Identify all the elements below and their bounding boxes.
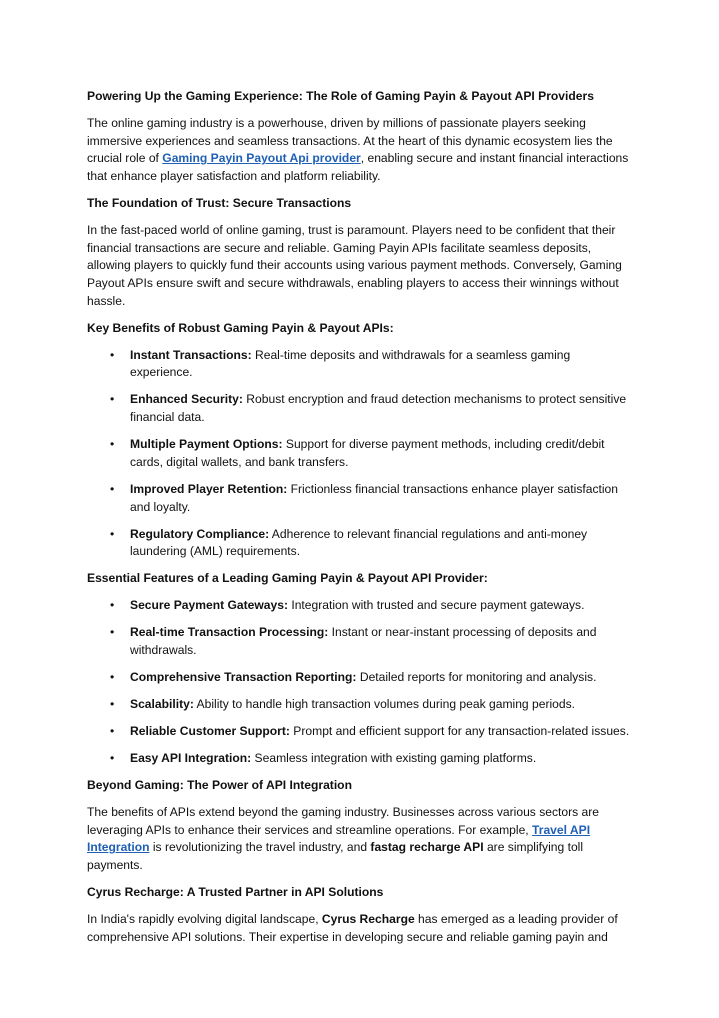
list-item-term: Reliable Customer Support: — [130, 724, 290, 738]
cyrus-text-after: has emerged as a leading provider of comprehensive API solutions. Their expertise in developing secure and reliable gaming payin and — [87, 911, 618, 944]
secure-transactions-paragraph: In the fast-paced world of online gaming, trust is paramount. Players need to be confident that their financial transactions are secure and reliable. Gaming Payin APIs facilitate seamless deposits, allowing players to quickly fund their accounts using various payment methods. Conversely, Gaming Payout APIs ensure swift and secure withdrawals, enabling players to access their winnings without hassle. — [87, 222, 622, 308]
intro-paragraph — [87, 115, 632, 186]
features-list — [87, 597, 632, 768]
list-item-text: Frictionless financial transactions enhance player satisfaction and loyalty. — [130, 481, 618, 514]
list-item — [87, 723, 632, 741]
list-item — [87, 597, 632, 615]
list-item-term: Comprehensive Transaction Reporting: — [130, 670, 357, 685]
section-heading-beyond-gaming: Beyond Gaming: The Power of API Integration — [87, 777, 352, 792]
list-item — [87, 436, 632, 472]
bullet-icon: • — [110, 724, 115, 738]
section-heading-essential-features: Essential Features of a Leading Gaming Payin & Payout API Provider: — [87, 571, 488, 586]
list-item-text: Detailed reports for monitoring and analysis. — [356, 670, 597, 685]
benefits-list — [87, 347, 632, 562]
bullet-icon: • — [110, 625, 115, 640]
section-heading-secure-transactions: The Foundation of Trust: Secure Transactions — [87, 195, 352, 210]
intro-text-after: , enabling secure and instant financial interactions that enhance player satisfaction and platform reliability. — [87, 151, 629, 184]
list-item-term: Real-time Transaction Processing: — [130, 625, 329, 640]
list-item-text: Instant or near-instant processing of deposits and withdrawals. — [130, 625, 597, 658]
list-item-text: Adherence to relevant financial regulations and anti-money laundering (AML) requirements. — [130, 526, 588, 559]
list-item — [87, 669, 632, 687]
gaming-payin-payout-link[interactable]: Gaming Payin Payout Api provider — [162, 151, 361, 166]
beyond-text-after: are simplifying toll payments. — [87, 840, 584, 873]
list-item — [87, 750, 632, 768]
list-item-text: Robust encryption and fraud detection mechanisms to protect sensitive financial data. — [130, 392, 627, 425]
document-title: Powering Up the Gaming Experience: The Role of Gaming Payin & Payout API Providers — [87, 89, 594, 103]
list-item — [87, 391, 632, 427]
list-item — [87, 347, 632, 383]
section-heading-key-benefits: Key Benefits of Robust Gaming Payin & Payout APIs: — [87, 320, 394, 335]
list-item-term: Multiple Payment Options: — [130, 437, 283, 452]
list-item-text: Seamless integration with existing gaming platforms. — [251, 750, 537, 765]
bullet-icon: • — [110, 392, 115, 407]
bullet-icon: • — [110, 347, 115, 362]
list-item — [87, 481, 632, 517]
list-item — [87, 624, 632, 660]
list-item — [87, 696, 632, 714]
list-item-term: Enhanced Security: — [130, 392, 243, 407]
list-item-term: Scalability: — [130, 697, 194, 712]
bullet-icon: • — [110, 481, 115, 496]
bullet-icon: • — [110, 670, 115, 685]
list-item-text: Prompt and efficient support for any transaction-related issues. — [289, 724, 630, 738]
list-item-text: Support for diverse payment methods, including credit/debit cards, digital wallets, and bank transfers. — [130, 437, 605, 469]
beyond-text-middle: is revolutionizing the travel industry, and — [149, 840, 371, 855]
list-item-text: Ability to handle high transaction volumes during peak gaming periods. — [193, 697, 576, 712]
list-item-text: Integration with trusted and secure payment gateways. — [287, 598, 585, 613]
beyond-gaming-paragraph — [87, 804, 632, 875]
bullet-icon: • — [110, 750, 115, 765]
section-heading-cyrus-recharge: Cyrus Recharge: A Trusted Partner in API Solutions — [87, 884, 384, 899]
cyrus-recharge-paragraph — [87, 911, 632, 947]
fastag-recharge-api-text: fastag recharge API — [370, 840, 484, 855]
intro-text-before: The online gaming industry is a powerhouse, driven by millions of passionate players seeking immersive experiences and seamless transactions. At the heart of this dynamic ecosystem lies the crucial role of — [87, 115, 613, 166]
bullet-icon: • — [110, 526, 115, 541]
cyrus-recharge-name: Cyrus Recharge — [321, 911, 415, 926]
list-item-text: Real-time deposits and withdrawals for a seamless gaming experience. — [130, 347, 571, 380]
list-item-term: Easy API Integration: — [130, 750, 252, 765]
list-item-term: Secure Payment Gateways: — [130, 598, 288, 613]
travel-api-integration-link[interactable]: Travel API Integration — [87, 822, 591, 855]
beyond-text-before: The benefits of APIs extend beyond the gaming industry. Businesses across various sectors are leveraging APIs to enhance their services and streamline operations. For example, — [87, 804, 600, 837]
bullet-icon: • — [110, 437, 115, 452]
list-item-term: Improved Player Retention: — [130, 481, 288, 496]
list-item — [87, 526, 632, 562]
document-page — [87, 88, 632, 955]
cyrus-text-before: In India's rapidly evolving digital landscape, — [87, 911, 322, 926]
list-item-term: Instant Transactions: — [130, 347, 252, 362]
list-item-term: Regulatory Compliance: — [130, 526, 270, 541]
bullet-icon: • — [110, 598, 115, 613]
bullet-icon: • — [110, 697, 115, 712]
